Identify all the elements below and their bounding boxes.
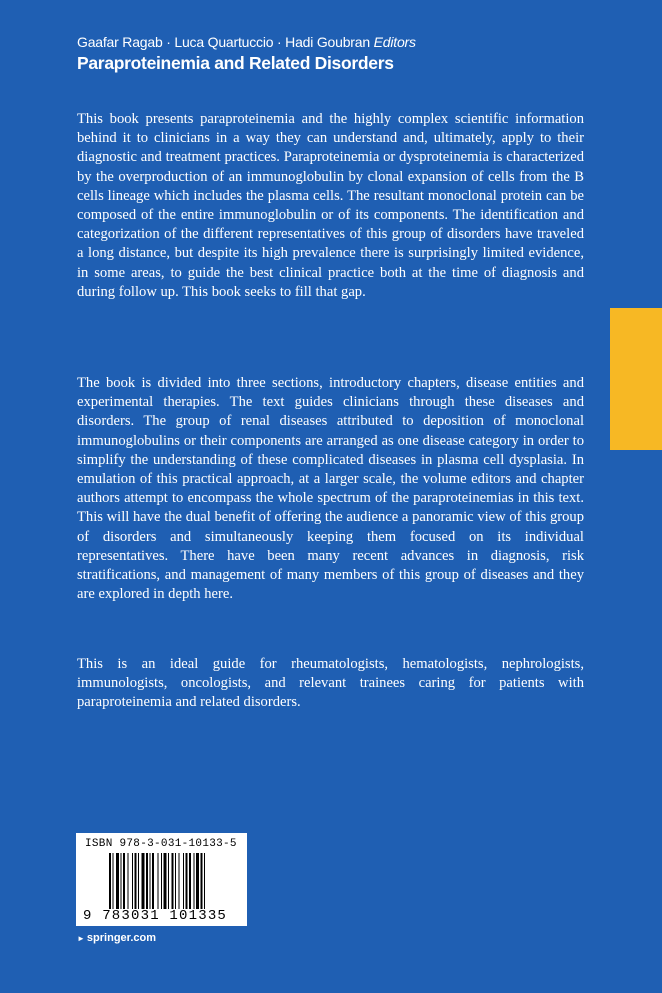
barcode-bar [196, 853, 199, 909]
barcode-bar [175, 853, 176, 909]
barcode-bar [164, 853, 167, 909]
barcode-bar [123, 853, 125, 909]
blurb-paragraph-3: This is an ideal guide for rheumatologists, hematologists, nephrologists, immunologists, oncologists, and relevant trainees caring for patients with paraproteinemia and related disorders. [77, 656, 584, 711]
barcode-bar [146, 853, 148, 909]
barcode-bar [113, 853, 114, 909]
publisher-url: springer.com [86, 932, 156, 944]
accent-tab [610, 308, 662, 450]
barcode-bar [158, 853, 159, 909]
barcode-bar [168, 853, 169, 909]
barcode-bar [201, 853, 203, 909]
barcode-bar [152, 853, 154, 909]
barcode-bar [109, 853, 111, 909]
barcode-bar [189, 853, 191, 909]
barcode-bar [142, 853, 145, 909]
barcode-bar [132, 853, 133, 909]
barcode-bar [116, 853, 119, 909]
editors-names: Gaafar Ragab · Luca Quartuccio · Hadi Goubran [77, 34, 370, 50]
barcode-bar [128, 853, 129, 909]
barcode-bar [204, 853, 205, 909]
barcode-bar [135, 853, 137, 909]
barcode-bar [179, 853, 180, 909]
barcode-bars [109, 853, 239, 909]
blurb-paragraph-1: This book presents paraproteinemia and the highly complex scientific information behind it to clinicians in a way they can understand and, ultimately, apply to their diagnostic and treatment practices. Paraproteinemia or dysproteinemia is characterized by the overproduction of an immunoglobulin by clonal expansion of cells from the B cells lineage which includes the plasma cells. The resultant monoclonal protein can be composed of the entire immunoglobulin or of its components. The identification and categorization of the different representatives of this group of disorders have traveled a long distance, but despite its high prevalence there is surprisingly limited evidence, in some areas, to guide the best clinical practice both at the time of diagnosis and during follow up. This book seeks to fill that gap. [77, 111, 584, 300]
editors-line [77, 34, 416, 50]
barcode-bar [194, 853, 195, 909]
barcode-bar [172, 853, 174, 909]
barcode-bar [150, 853, 151, 909]
publisher-link[interactable] [77, 932, 156, 944]
barcode-bar [121, 853, 122, 909]
book-title: Paraproteinemia and Related Disorders [77, 53, 394, 73]
barcode-bar [186, 853, 188, 909]
isbn-label: ISBN 978-3-031-10133-5 [85, 838, 237, 850]
editors-role: Editors [373, 34, 416, 50]
barcode-box [76, 833, 247, 926]
arrow-right-icon: ► [77, 934, 85, 943]
blurb-paragraph-2: The book is divided into three sections, introductory chapters, disease entities and experimental therapies. The text guides clinicians through these diseases and disorders. The group of renal diseases attributed to deposition of monoclonal immunoglobulins or their components are arranged as one disease category in order to simplify the understanding of these complicated diseases in plasma cell dysplasia. In emulation of this practical approach, at a larger scale, the volume editors and chapter authors attempt to encompass the whole spectrum of the paraproteinemias in this text. This will have the dual benefit of offering the audience a panoramic view of this group of disorders and simultaneously keeping them focused on its individual representatives. There have been many recent advances in diagnosis, risk stratifications, and management of many members of this group of diseases and they are explored in depth here. [77, 375, 584, 603]
isbn-digits: 9 783031 101335 [83, 908, 228, 924]
barcode-bar [138, 853, 139, 909]
barcode-bar [161, 853, 162, 909]
barcode-bar [183, 853, 184, 909]
